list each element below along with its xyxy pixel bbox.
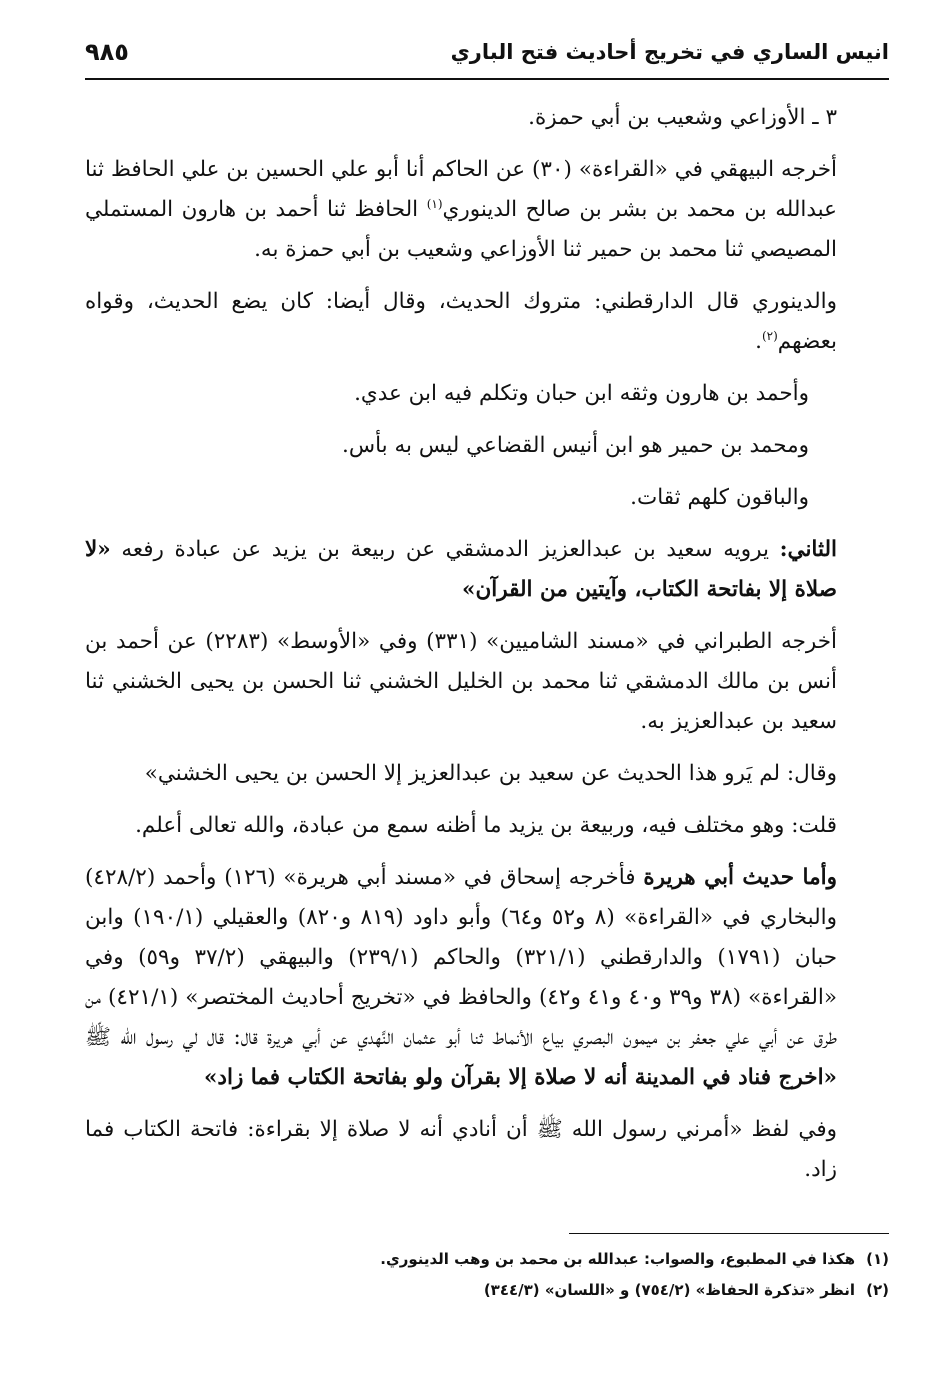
paragraph: أخرجه الطبراني في «مسند الشاميين» (٣٣١) وفي «الأوسط» (٢٢٨٣) عن أحمد بن أنس بن مالك الدمشقي ثنا محمد بن الخليل الخشني ثنا الحسن بن يحيى الخشني ثنا سعيد بن عبدالعزيز به. <box>85 629 837 734</box>
page-number: ٩٨٥ <box>85 38 129 66</box>
paragraph: الثاني: يرويه سعيد بن عبدالعزيز الدمشقي عن ربيعة بن يزيد عن عبادة رفعه «لا صلاة إلا بفاتحة الكتاب، وآيتين من القرآن» <box>85 537 837 602</box>
footnote-ref: (٢) <box>761 328 778 343</box>
footnote-item: (١)هكذا في المطبوع، والصواب: عبدالله بن محمد بن وهب الدينوري. <box>380 1250 889 1268</box>
paragraph: أخرجه البيهقي في «القراءة» (٣٠) عن الحاكم أنا أبو علي الحسين بن علي الحافظ ثنا عبدالله بن محمد بن بشر بن صالح الدينوري$^{(١)}$ الحافظ ثنا أحمد بن هارون المستملي المصيصي ثنا محمد بن حمير ثنا الأوزاعي وشعيب بن أبي حمزة به. <box>85 157 837 262</box>
running-title: انيس الساري في تخريج أحاديث فتح الباري <box>450 40 889 64</box>
paragraph: والدينوري قال الدارقطني: متروك الحديث، وقال أيضا: كان يضع الحديث، وقواه بعضهم$^{(٢)}$. <box>85 289 837 354</box>
item-heading: ٣ ـ الأوزاعي وشعيب بن أبي حمزة. <box>528 105 837 130</box>
footnote-divider <box>569 1233 889 1234</box>
footnotes <box>85 1244 889 1306</box>
paragraph: وقال: لم يَرو هذا الحديث عن سعيد بن عبدالعزيز إلا الحسن بن يحيى الخشني» <box>144 761 837 786</box>
paragraph: وأحمد بن هارون وثقه ابن حبان وتكلم فيه ابن عدي. <box>354 381 809 406</box>
footnote-ref: (١) <box>426 196 443 211</box>
footnote-item: (٢)انظر «تذكرة الحفاظ» (٧٥٤/٢) و «اللسان» (٣٤٤/٣) <box>483 1281 889 1299</box>
main-text <box>85 98 889 1202</box>
paragraph: وأما حديث أبي هريرة فأخرجه إسحاق في «مسند أبي هريرة» (١٢٦) وأحمد (٤٢٨/٢) والبخاري في «القراءة» (٨ و٥٢ و٦٤) وأبو داود (٨١٩ و٨٢٠) والعقيلي (١٩٠/١) وابن حبان (١٧٩١) والدارقطني (٣٢١/١) والحاكم (٢٣٩/١) والبيهقي (٣٧/٢ و٥٩) وفي «القراءة» (٣٨ و٣٩ و٤٠ و٤١ و٤٢) والحافظ في «تخريج أحاديث المختصر» (٤٢١/١) من طرق عن أبي علي جعفر بن ميمون البصري بياع الأنماط ثنا أبو عثمان النَّهدي عن أبي هريرة قال: قال لي رسول الله ﷺ «اخرج فناد في المدينة أنه لا صلاة إلا بقرآن ولو بفاتحة الكتاب فما زاد» <box>85 865 838 1090</box>
running-header <box>85 38 889 80</box>
paragraph: قلت: وهو مختلف فيه، وربيعة بن يزيد ما أظنه سمع من عبادة، والله تعالى أعلم. <box>135 813 837 838</box>
paragraph: وفي لفظ «أمرني رسول الله ﷺ أن أنادي أنه لا صلاة إلا بقراءة: فاتحة الكتاب فما زاد. <box>85 1117 837 1182</box>
paragraph: ومحمد بن حمير هو ابن أنيس القضاعي ليس به بأس. <box>342 433 809 458</box>
paragraph: والباقون كلهم ثقات. <box>630 485 809 510</box>
